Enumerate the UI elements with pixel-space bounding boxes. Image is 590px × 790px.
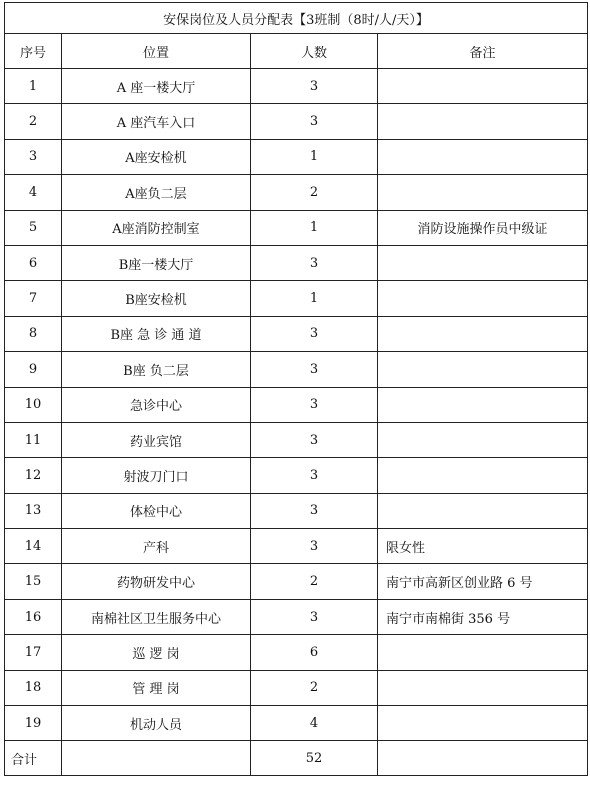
row-note xyxy=(378,458,588,493)
row-position: B座一楼大厅 xyxy=(62,245,251,280)
row-number: 6 xyxy=(5,245,62,280)
total-count: 52 xyxy=(251,741,378,776)
table-row xyxy=(5,69,588,104)
table-row xyxy=(5,387,588,422)
row-position: B座 负二层 xyxy=(62,352,251,387)
row-number: 2 xyxy=(5,104,62,139)
row-number: 3 xyxy=(5,139,62,174)
header-position: 位置 xyxy=(62,34,251,69)
table-row xyxy=(5,529,588,564)
row-count: 2 xyxy=(251,670,378,705)
row-count: 3 xyxy=(251,352,378,387)
row-note xyxy=(378,175,588,210)
row-count: 2 xyxy=(251,175,378,210)
row-position: A座消防控制室 xyxy=(62,210,251,245)
row-position: 射波刀门口 xyxy=(62,458,251,493)
row-count: 6 xyxy=(251,635,378,670)
table-row xyxy=(5,422,588,457)
row-number: 8 xyxy=(5,316,62,351)
row-position: 产科 xyxy=(62,529,251,564)
row-position: B座 急 诊 通 道 xyxy=(62,316,251,351)
row-count: 1 xyxy=(251,139,378,174)
row-count: 3 xyxy=(251,529,378,564)
row-number: 15 xyxy=(5,564,62,599)
row-number: 17 xyxy=(5,635,62,670)
row-position: B座安检机 xyxy=(62,281,251,316)
row-number: 11 xyxy=(5,422,62,457)
row-count: 1 xyxy=(251,210,378,245)
total-row xyxy=(5,741,588,776)
table-row xyxy=(5,316,588,351)
title-row xyxy=(5,3,588,34)
row-position: 药物研发中心 xyxy=(62,564,251,599)
row-count: 3 xyxy=(251,387,378,422)
row-count: 3 xyxy=(251,422,378,457)
row-note xyxy=(378,139,588,174)
table-row xyxy=(5,104,588,139)
table-row xyxy=(5,493,588,528)
row-position: 南棉社区卫生服务中心 xyxy=(62,599,251,634)
row-note xyxy=(378,493,588,528)
table-row xyxy=(5,175,588,210)
row-number: 12 xyxy=(5,458,62,493)
row-note xyxy=(378,104,588,139)
row-number: 14 xyxy=(5,529,62,564)
row-number: 13 xyxy=(5,493,62,528)
row-count: 3 xyxy=(251,316,378,351)
row-count: 3 xyxy=(251,245,378,280)
row-note xyxy=(378,422,588,457)
table-row xyxy=(5,635,588,670)
total-position xyxy=(62,741,251,776)
row-number: 10 xyxy=(5,387,62,422)
row-position: A 座一楼大厅 xyxy=(62,69,251,104)
row-note xyxy=(378,706,588,741)
table-title: 安保岗位及人员分配表【3班制（8时/人/天）】 xyxy=(5,3,588,34)
row-position: 机动人员 xyxy=(62,706,251,741)
row-count: 3 xyxy=(251,104,378,139)
row-note xyxy=(378,69,588,104)
header-row xyxy=(5,34,588,69)
table-row xyxy=(5,352,588,387)
row-note xyxy=(378,387,588,422)
total-note xyxy=(378,741,588,776)
row-position: A 座汽车入口 xyxy=(62,104,251,139)
row-note xyxy=(378,635,588,670)
row-number: 7 xyxy=(5,281,62,316)
row-number: 5 xyxy=(5,210,62,245)
header-no: 序号 xyxy=(5,34,62,69)
table-row xyxy=(5,670,588,705)
header-note: 备注 xyxy=(378,34,588,69)
row-number: 9 xyxy=(5,352,62,387)
row-note xyxy=(378,670,588,705)
row-number: 4 xyxy=(5,175,62,210)
total-label: 合计 xyxy=(5,741,62,776)
row-number: 18 xyxy=(5,670,62,705)
row-note: 南宁市南棉街 356 号 xyxy=(378,599,588,634)
row-number: 1 xyxy=(5,69,62,104)
table-row xyxy=(5,139,588,174)
row-note: 消防设施操作员中级证 xyxy=(378,210,588,245)
row-position: 急诊中心 xyxy=(62,387,251,422)
row-number: 19 xyxy=(5,706,62,741)
row-position: A座安检机 xyxy=(62,139,251,174)
row-count: 2 xyxy=(251,564,378,599)
row-count: 3 xyxy=(251,493,378,528)
row-count: 3 xyxy=(251,69,378,104)
table-row xyxy=(5,245,588,280)
row-note: 南宁市高新区创业路 6 号 xyxy=(378,564,588,599)
row-position: 药业宾馆 xyxy=(62,422,251,457)
row-number: 16 xyxy=(5,599,62,634)
row-note xyxy=(378,316,588,351)
row-position: A座负二层 xyxy=(62,175,251,210)
table-row xyxy=(5,706,588,741)
row-count: 3 xyxy=(251,599,378,634)
row-position: 巡 逻 岗 xyxy=(62,635,251,670)
table-row xyxy=(5,599,588,634)
row-position: 体检中心 xyxy=(62,493,251,528)
table-row xyxy=(5,281,588,316)
row-count: 1 xyxy=(251,281,378,316)
row-note xyxy=(378,245,588,280)
row-count: 3 xyxy=(251,458,378,493)
table-row xyxy=(5,564,588,599)
row-count: 4 xyxy=(251,706,378,741)
allocation-table xyxy=(4,2,588,776)
table-row xyxy=(5,458,588,493)
table-row xyxy=(5,210,588,245)
header-count: 人数 xyxy=(251,34,378,69)
row-note xyxy=(378,352,588,387)
row-position: 管 理 岗 xyxy=(62,670,251,705)
row-note xyxy=(378,281,588,316)
row-note: 限女性 xyxy=(378,529,588,564)
